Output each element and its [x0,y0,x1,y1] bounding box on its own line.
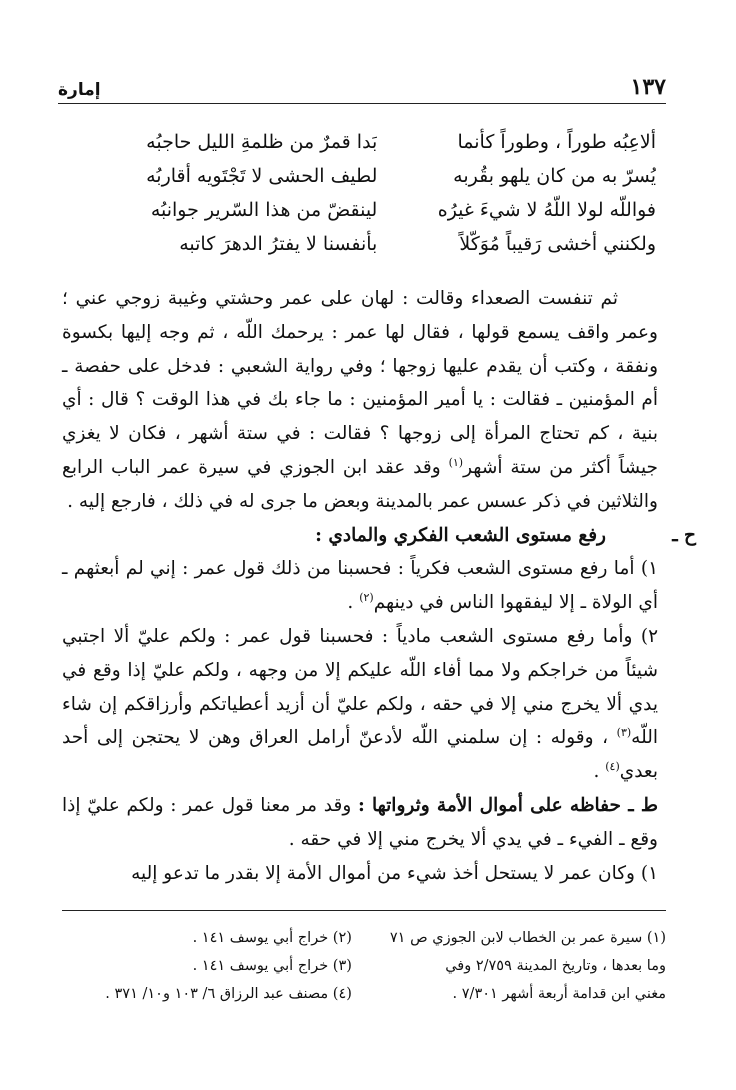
footnotes-right-column [376,924,666,1008]
verse-first-hemistich: ولكنني أخشى رَقيباً مُوَكّلاً [459,233,656,255]
verse [140,193,656,227]
verse [140,125,656,159]
footnote-ref: (٢) [359,591,374,605]
section-heading-h [62,519,696,553]
numbered-paragraph [62,552,658,620]
numbered-paragraph [62,620,658,789]
footnote-line: مغني ابن قدامة أربعة أشهر ٧/٣٠١ . [452,986,666,1002]
paragraph-text: . [347,592,360,614]
section-title: رفع مستوى الشعب الفكري والمادي : [315,524,606,546]
paragraph-text: . [593,761,606,783]
body-text [62,282,696,890]
running-head: إمارة [58,80,101,100]
paragraph [62,282,658,519]
item-number: ١) [640,862,658,884]
verse [140,159,656,193]
section-title: حفاظه على أموال الأمة وثرواتها : [357,794,621,816]
verse-second-hemistich: لينقضّ من هذا السّرير جوانبُه [150,199,378,221]
footnote-rule [62,910,666,911]
paragraph-text: ، وقوله : إن سلمني اللّه لأدعنّ أرامل العراق وهن لا يحتجن إلى أحد بعدي [62,727,658,783]
verse-first-hemistich: يُسرّ به من كان يلهو بقُربه [453,165,656,187]
footnote-line: وما بعدها ، وتاريخ المدينة ٢/٧٥٩ وفي [445,958,666,974]
footnote-ref: (١) [448,455,464,469]
footnote-line: (٣) خراج أبي يوسف ١٤١ . [192,958,352,974]
section-marker: ط ـ [628,794,658,816]
footnote-ref: (٣) [616,726,632,740]
verse-second-hemistich: بَدا قمرٌ من ظلمةِ الليل حاجبُه [146,131,378,153]
footnotes-left-column [62,924,352,1008]
verse-first-hemistich: ألاعِبُه طوراً ، وطوراً كأنما [457,131,656,153]
verse [140,227,656,261]
verse-first-hemistich: فواللّه لولا اللّهُ لا شيءَ غيرُه [437,199,656,221]
page-header [58,70,666,100]
paragraph-text: وقد عقد ابن الجوزي في سيرة عمر الباب الرابع والثلاثين في ذكر عسس عمر بالمدينة وبعض ما جرى له في ذلك ، فارجع إليه . [62,456,658,512]
footnotes [62,924,666,1008]
paragraph-text: وكان عمر لا يستحل أخذ شيء من أموال الأمة إلا بقدر ما تدعو إليه [131,862,641,884]
paragraph-text: وقد مر معنا قول عمر : ولكم عليّ إذا وقع ـ الفيء ـ في يدي ألا يخرج مني إلا في حقه . [62,794,658,850]
page-number: ١٣٧ [630,74,666,100]
paragraph-text: ثم تنفست الصعداء وقالت : لهان على عمر وحشتي وغيبة زوجي عني ؛ وعمر واقف يسمع قولها ، فقال لها عمر : يرحمك اللّه ، ثم وجه إليها بكسوة ونفقة ، وكتب أن يقدم عليها زوجها ؛ وفي رواية الشعبي : فدخل على حفصة ـ أم المؤمنين ـ فقالت : يا أمير المؤمنين : ما جاء بك في هذا الوقت ؟ قال : أي بنية ، كم تحتاج المرأة إلى زوجها ؟ فقالت : في ستة أشهر ، فكان لا يغزي جيشاً أكثر من ستة أشهر [62,288,658,478]
footnote-line: (٢) خراج أبي يوسف ١٤١ . [192,930,352,946]
header-rule [58,103,666,104]
footnote-line: (١) سيرة عمر بن الخطاب لابن الجوزي ص ٧١ [389,930,666,946]
footnote-line: (٤) مصنف عبد الرزاق ٦/ ١٠٣ و١٠/ ٣٧١ . [105,986,352,1002]
verse-second-hemistich: بأنفسنا لا يفترُ الدهرَ كاتبه [179,233,378,255]
item-number: ١) [640,558,658,580]
paragraph-text: وأما رفع مستوى الشعب مادياً : فحسبنا قول عمر : ولكم عليّ ألا اجتبي شيئاً من خراجكم ولا مما أفاء اللّه عليكم إلا من وجهه ، ولكم عليّ إذا وقع في يدي ألا يخرج مني إلا في حقه ، ولكم عليّ أن أزيد أعطياتكم وأرزاقكم إن شاء اللّه [62,625,658,749]
section-paragraph-t [62,789,658,857]
paragraph-text: أما رفع مستوى الشعب فكرياً : فحسبنا من ذلك قول عمر : إني لم أبعثهم ـ أي الولاة ـ إلا ليفقهوا الناس في دينهم [62,558,658,614]
verse-second-hemistich: لطيف الحشى لا تَجْتَويه أقاربُه [146,165,378,187]
numbered-paragraph [62,857,658,891]
footnote-ref: (٤) [605,760,620,773]
section-marker: ح ـ [672,524,696,546]
item-number: ٢) [640,625,658,647]
poem [140,125,656,261]
